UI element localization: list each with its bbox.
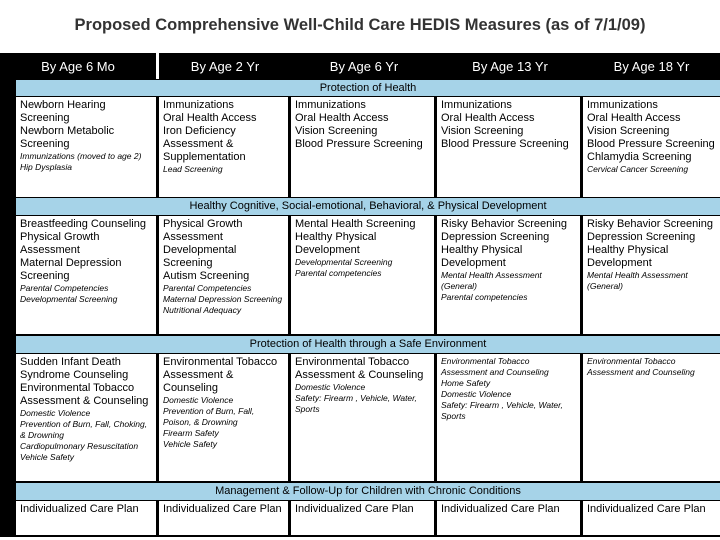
column-header: By Age 18 Yr (583, 53, 720, 79)
measure-cell (159, 216, 288, 334)
measure-note: Mental Health Assessment (General) (441, 270, 542, 291)
section-band: Protection of Health through a Safe Environment (16, 336, 720, 353)
measure-cell (159, 354, 288, 481)
column-header: By Age 13 Yr (437, 53, 583, 79)
measure-item: Environmental Tobacco Assessment & Counseling (163, 356, 278, 394)
measure-item: Oral Health Access (295, 112, 389, 124)
measure-item: Immunizations (295, 99, 366, 111)
measure-item: Healthy Physical Development (295, 231, 377, 256)
measure-cell (159, 501, 288, 535)
measure-item: Iron Deficiency Assessment & (163, 125, 236, 150)
measure-cell (583, 97, 720, 197)
measure-item: Risky Behavior Screening (441, 218, 567, 230)
measure-note: Cervical Cancer Screening (587, 164, 689, 174)
measure-item: Healthy Physical Development (441, 244, 523, 269)
measure-note: Environmental Tobacco Assessment and Counseling (441, 356, 549, 377)
measure-cell (16, 501, 156, 535)
section-band: Protection of Health (16, 80, 720, 96)
measure-note: Developmental Screening (295, 257, 393, 267)
measure-item: Chlamydia Screening (587, 151, 692, 163)
page-title: Proposed Comprehensive Well-Child Care HEDIS Measures (as of 7/1/09) (74, 16, 646, 34)
measure-note: Prevention of Burn, Fall, Choking, & Drowning (20, 419, 148, 440)
measure-item: Vision Screening (587, 125, 670, 137)
measure-note: Nutritional Adequacy (163, 305, 242, 315)
measure-item: Oral Health Access (441, 112, 535, 124)
measure-note: Cardiopulmonary Resuscitation (20, 441, 139, 451)
measure-item: Sudden Infant Death Syndrome Counseling (20, 356, 129, 381)
measure-cell (291, 216, 434, 334)
measure-cell (437, 216, 580, 334)
measure-note: Domestic Violence (20, 408, 91, 418)
measure-item: Blood Pressure Screening (441, 138, 569, 150)
measure-note: Parental competencies (441, 292, 528, 302)
measure-item: Individualized Care Plan (163, 503, 282, 515)
measure-item: Risky Behavior Screening (587, 218, 713, 230)
measure-item: Individualized Care Plan (441, 503, 560, 515)
measure-item: Individualized Care Plan (295, 503, 414, 515)
measure-item: Mental Health Screening (295, 218, 416, 230)
measures-table (0, 53, 720, 537)
section-band: Management & Follow-Up for Children with Chronic Conditions (16, 483, 720, 500)
measure-cell (437, 97, 580, 197)
measure-cell (159, 97, 288, 197)
measure-note: Vehicle Safety (163, 439, 218, 449)
measure-item: Developmental Screening (163, 244, 237, 269)
measure-item: Newborn Metabolic Screening (20, 125, 115, 150)
measure-cell (583, 354, 720, 481)
measure-item: Depression Screening (441, 231, 550, 243)
measure-cell (583, 216, 720, 334)
measure-note: Domestic Violence (295, 382, 366, 392)
section-band: Healthy Cognitive, Social-emotional, Behavioral, & Physical Development (16, 198, 720, 215)
measure-item: Vision Screening (295, 125, 378, 137)
measure-note: Developmental Screening (20, 294, 118, 304)
measure-note: Domestic Violence (441, 389, 512, 399)
measure-item: Depression Screening (587, 231, 696, 243)
measure-item: Blood Pressure Screening (295, 138, 423, 150)
column-header: By Age 2 Yr (156, 53, 291, 79)
measure-item: Immunizations (587, 99, 658, 111)
measure-note: Vehicle Safety (20, 452, 75, 462)
measure-item: Oral Health Access (163, 112, 257, 124)
measure-item: Healthy Physical Development (587, 244, 669, 269)
measure-cell (16, 216, 156, 334)
measure-item: Physical Growth Assessment (20, 231, 100, 256)
measure-note: Safety: Firearm , Vehicle, Water, Sports (295, 393, 417, 414)
measure-note: Prevention of Burn, Fall, Poison, & Drowning (163, 406, 255, 427)
measure-item: Blood Pressure Screening (587, 138, 715, 150)
measure-note: Environmental Tobacco Assessment and Counseling (587, 356, 695, 377)
measure-note: Safety: Firearm , Vehicle, Water, Sports (441, 400, 563, 421)
measure-cell (437, 354, 580, 481)
measure-item: Immunizations (441, 99, 512, 111)
measure-item: Breastfeeding Counseling (20, 218, 146, 230)
measure-note: Immunizations (moved to age 2) (20, 151, 142, 161)
measure-cell (583, 501, 720, 535)
measure-note: Parental Competencies (20, 283, 109, 293)
column-header: By Age 6 Yr (291, 53, 437, 79)
measure-cell (291, 501, 434, 535)
measure-cell (291, 354, 434, 481)
column-header: By Age 6 Mo (0, 53, 156, 79)
measure-note: Mental Health Assessment (General) (587, 270, 688, 291)
measure-cell (16, 354, 156, 481)
measure-item: Immunizations (163, 99, 234, 111)
measure-item: Individualized Care Plan (587, 503, 706, 515)
measure-cell (291, 97, 434, 197)
measure-note: Hip Dysplasia (20, 162, 72, 172)
measure-item: Newborn Hearing Screening (20, 99, 106, 124)
measure-item: Vision Screening (441, 125, 524, 137)
measure-note: Firearm Safety (163, 428, 219, 438)
measure-note: Lead Screening (163, 164, 223, 174)
measure-cell (16, 97, 156, 197)
measure-item: Environmental Tobacco Assessment & Counseling (295, 356, 424, 381)
measure-cell (437, 501, 580, 535)
measure-item: Autism Screening (163, 270, 250, 282)
measure-item: Environmental Tobacco Assessment & Counseling (20, 382, 149, 407)
measure-note: Home Safety (441, 378, 491, 388)
measure-note: Parental competencies (295, 268, 382, 278)
measure-item: Oral Health Access (587, 112, 681, 124)
measure-item: Individualized Care Plan (20, 503, 139, 515)
measure-item: Supplementation (163, 151, 246, 163)
measure-note: Domestic Violence (163, 395, 234, 405)
measure-note: Maternal Depression Screening (163, 294, 283, 304)
measure-note: Parental Competencies (163, 283, 252, 293)
measure-item: Maternal Depression Screening (20, 257, 122, 282)
measure-item: Physical Growth Assessment (163, 218, 243, 243)
